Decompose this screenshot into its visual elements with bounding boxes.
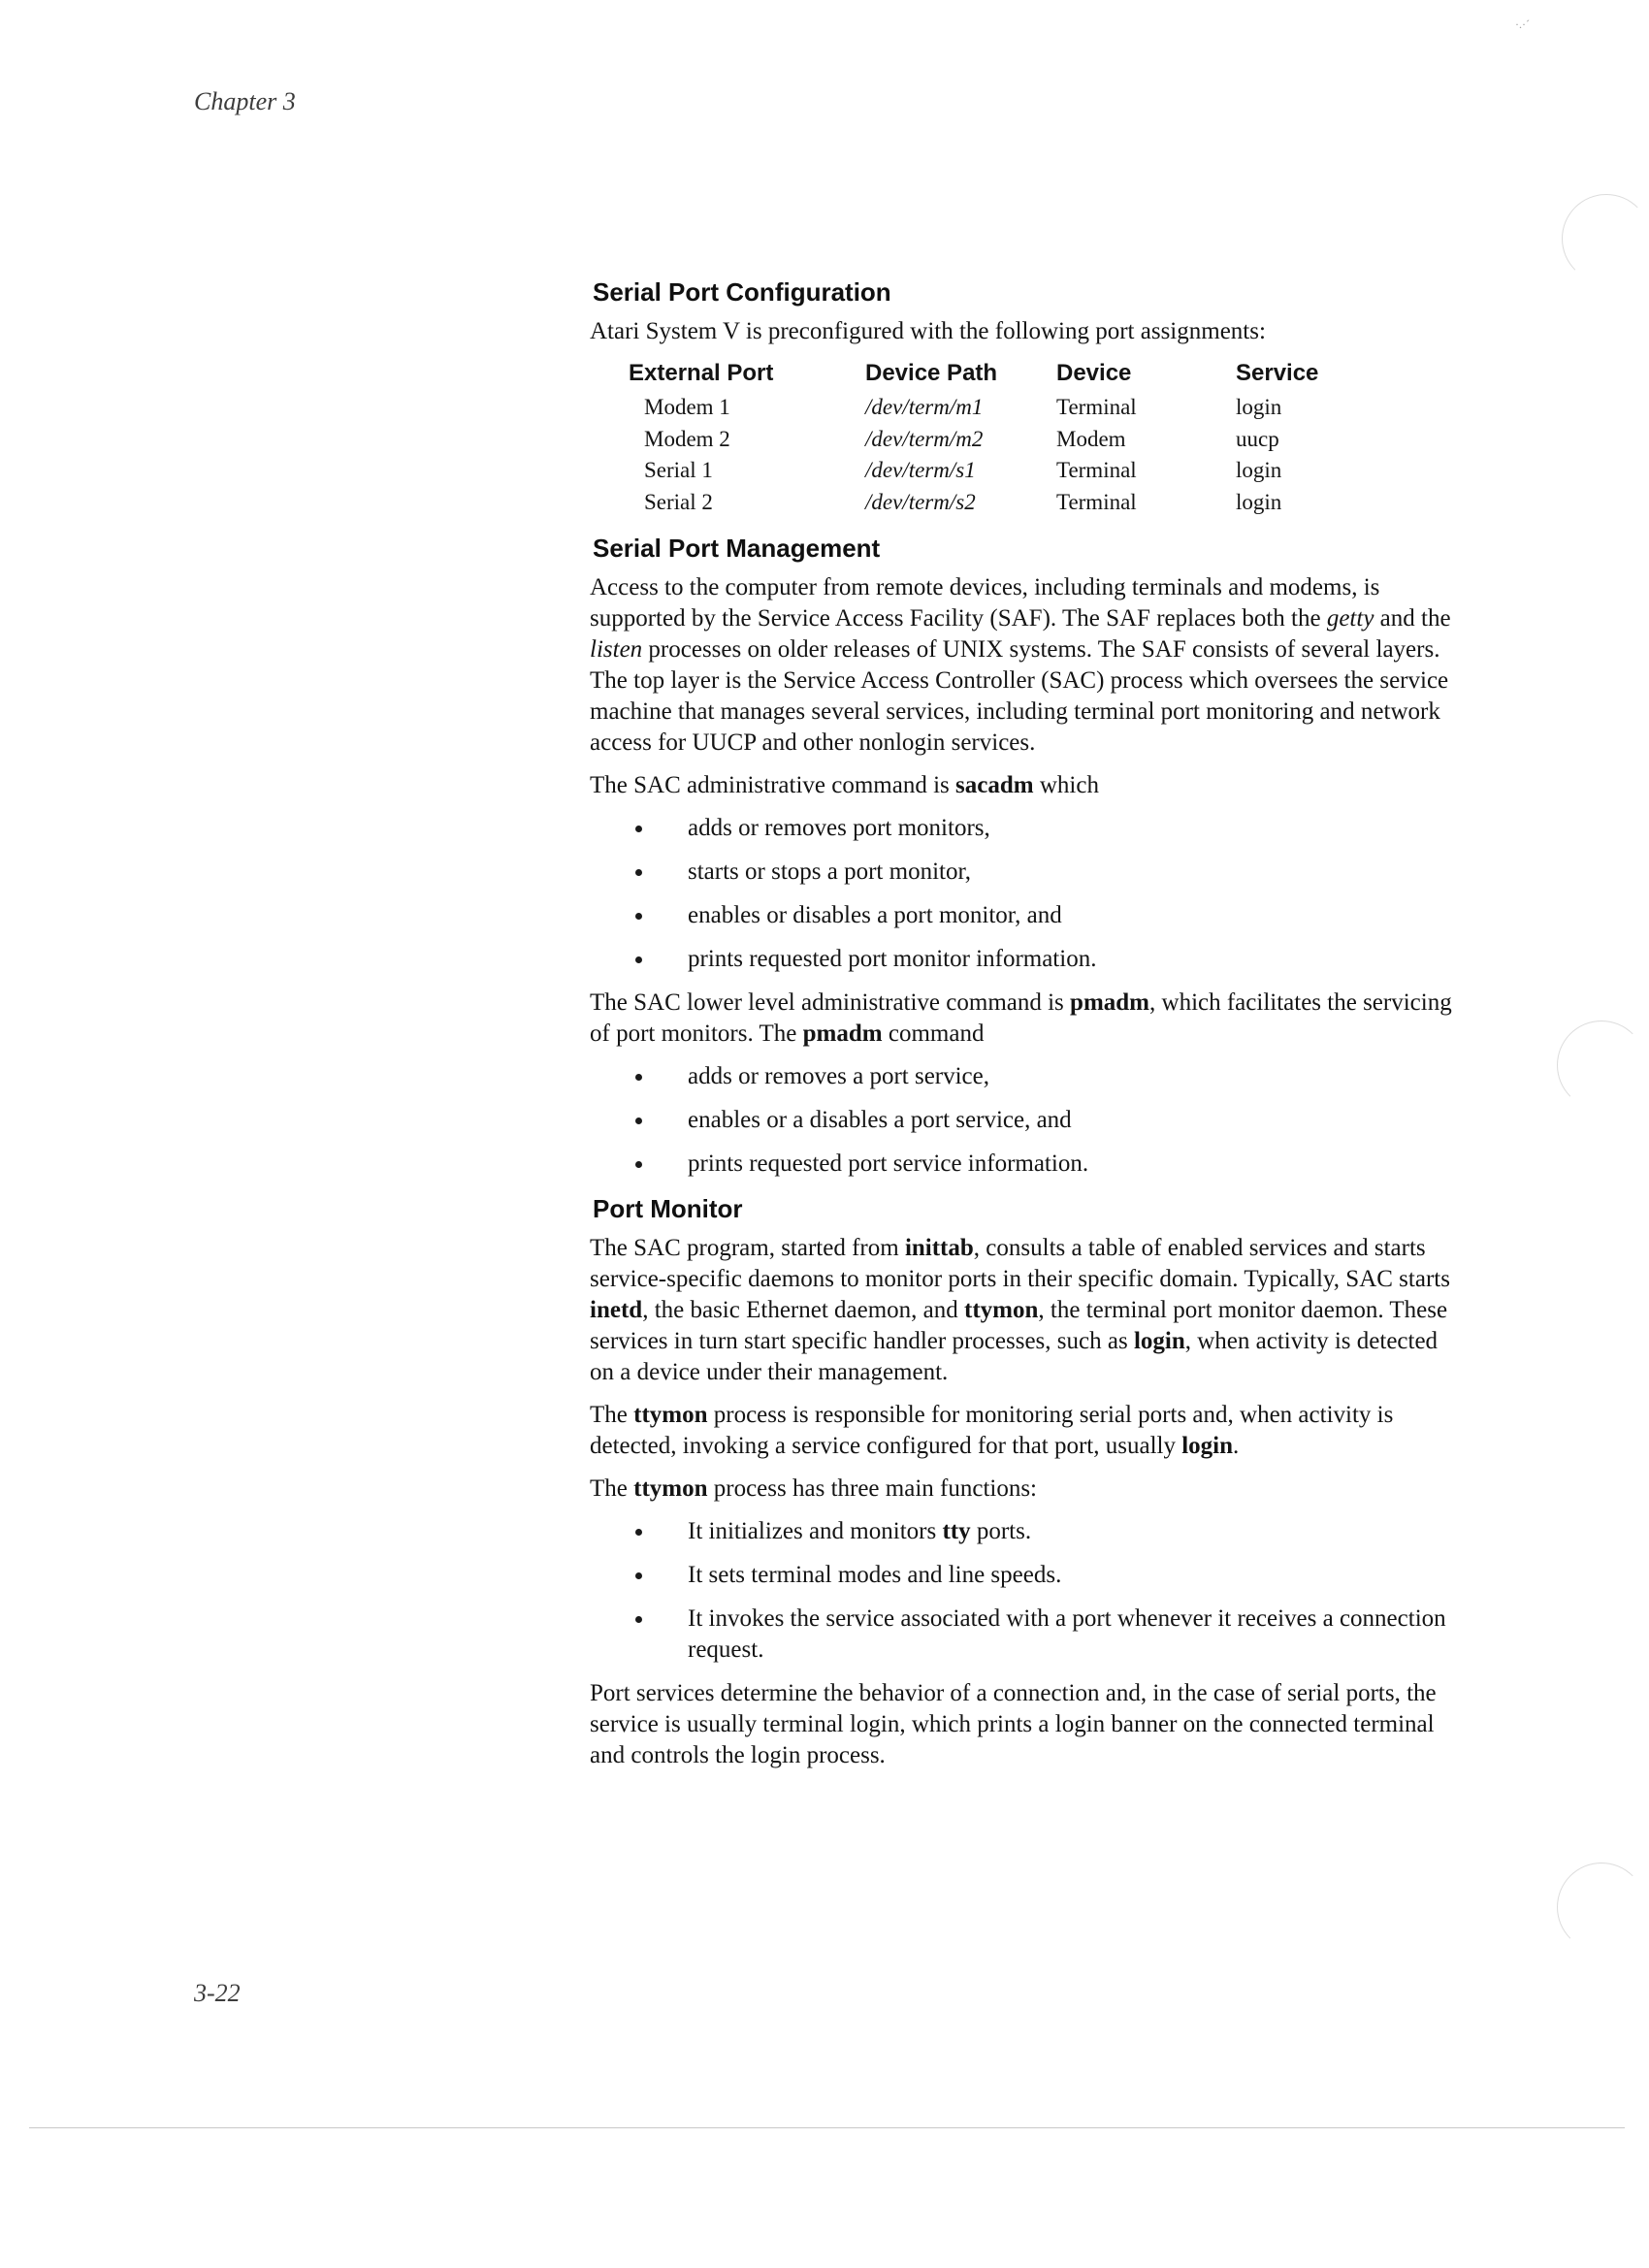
command-name: sacadm	[955, 772, 1034, 798]
cell-service: login	[1236, 395, 1282, 419]
list-item: prints requested port service information.	[590, 1149, 1468, 1180]
list-item: prints requested port monitor information.	[590, 944, 1468, 975]
cell-external-port: Modem 2	[644, 426, 730, 451]
command-name: ttymon	[964, 1297, 1039, 1323]
port-assignments-table	[629, 359, 1468, 518]
list-item	[590, 1516, 1468, 1547]
cell-device: Terminal	[1056, 395, 1137, 419]
command-name: inittab	[904, 1235, 974, 1261]
document-body	[590, 275, 1468, 1783]
list-item: It invokes the service associated with a port whenever it receives a connection request.	[590, 1604, 1468, 1666]
cell-device: Modem	[1056, 426, 1126, 451]
text-run-italic: getty	[1326, 605, 1374, 632]
paragraph-sac-program	[590, 1233, 1468, 1388]
table-row	[629, 424, 1318, 456]
text-run: and the	[1374, 605, 1451, 632]
page-bottom-rule	[29, 2127, 1625, 2128]
command-name: inetd	[590, 1297, 643, 1323]
sacadm-functions-list	[590, 813, 1468, 975]
text-run: , when activity is detected on a device under their management.	[590, 1328, 1439, 1385]
section-heading-serial-port-management: Serial Port Management	[593, 534, 881, 563]
cell-device-path: /dev/term/s1	[865, 458, 976, 482]
section-heading-serial-port-configuration: Serial Port Configuration	[593, 277, 891, 307]
list-item: enables or disables a port monitor, and	[590, 900, 1468, 931]
command-name: tty	[942, 1518, 971, 1544]
list-item: adds or removes a port service,	[590, 1061, 1468, 1092]
command-name: pmadm	[1070, 989, 1150, 1016]
table-header-row	[629, 359, 1318, 392]
cell-service: uucp	[1236, 426, 1279, 451]
pmadm-functions-list	[590, 1061, 1468, 1180]
text-run: process is responsible for monitoring serial ports and, when activity is detected, invoking a service configured for that port, usually	[590, 1402, 1394, 1459]
text-run: Access to the computer from remote devices, including terminals and modems, is supported by the Service Access Facility (SAF). The SAF replaces both the	[590, 574, 1380, 632]
text-run: , which facilitates the servicing of port monitors. The	[590, 989, 1452, 1047]
command-name: ttymon	[633, 1475, 708, 1502]
paragraph-ttymon-role	[590, 1400, 1468, 1462]
cell-service: login	[1236, 489, 1282, 514]
paragraph-ttymon-functions-intro	[590, 1474, 1468, 1505]
ttymon-functions-list	[590, 1516, 1468, 1666]
scan-speck: ·.·´	[1515, 17, 1530, 31]
cell-external-port: Modem 1	[644, 395, 730, 419]
list-item: It sets terminal modes and line speeds.	[590, 1560, 1468, 1591]
text-run-italic: listen	[590, 636, 643, 663]
text-run: The SAC lower level administrative command is	[590, 989, 1071, 1016]
port-config-intro: Atari System V is preconfigured with the following port assignments:	[590, 318, 1266, 344]
cell-device-path: /dev/term/m1	[865, 395, 984, 419]
column-header-device-path: Device Path	[865, 360, 998, 386]
text-run: The	[590, 1402, 634, 1428]
text-run: ports.	[970, 1518, 1032, 1544]
text-run: command	[882, 1021, 985, 1047]
cell-external-port: Serial 2	[644, 489, 713, 514]
punch-hole-top	[1562, 194, 1649, 283]
column-header-device: Device	[1056, 360, 1132, 386]
column-header-service: Service	[1236, 360, 1319, 386]
cell-service: login	[1236, 458, 1282, 482]
cell-device: Terminal	[1056, 489, 1137, 514]
command-name: ttymon	[633, 1402, 708, 1428]
text-run: , consults a table of enabled services and starts service-specific daemons to monitor ports in their specific domain. Typically, SAC starts	[590, 1235, 1450, 1292]
page-number: 3-22	[194, 1979, 241, 2007]
section-heading-port-monitor: Port Monitor	[593, 1194, 743, 1223]
text-run: The	[590, 1475, 634, 1502]
command-name: pmadm	[802, 1021, 883, 1047]
list-item: adds or removes port monitors,	[590, 813, 1468, 844]
paragraph-sacadm	[590, 770, 1468, 801]
table-row	[629, 392, 1318, 424]
table-row	[629, 487, 1318, 519]
punch-hole-middle	[1557, 1021, 1646, 1110]
command-name: login	[1133, 1328, 1185, 1354]
chapter-header: Chapter 3	[194, 87, 296, 115]
text-run: It initializes and monitors	[688, 1518, 943, 1544]
table-row	[629, 455, 1318, 487]
paragraph-pmadm	[590, 988, 1468, 1050]
punch-hole-bottom	[1557, 1863, 1646, 1952]
command-name: login	[1181, 1433, 1234, 1459]
cell-device-path: /dev/term/m2	[865, 426, 984, 451]
paragraph-saf-overview	[590, 572, 1468, 759]
cell-device: Terminal	[1056, 458, 1137, 482]
cell-external-port: Serial 1	[644, 458, 713, 482]
text-run: The SAC administrative command is	[590, 772, 956, 798]
text-run: , the basic Ethernet daemon, and	[642, 1297, 965, 1323]
list-item: enables or a disables a port service, and	[590, 1105, 1468, 1136]
text-run: , the terminal port monitor daemon. These services in turn start specific handler processes, such as	[590, 1297, 1448, 1354]
text-run: process has three main functions:	[707, 1475, 1038, 1502]
paragraph-port-services: Port services determine the behavior of a connection and, in the case of serial ports, the service is usually terminal login, which prints a login banner on the connected terminal and controls the login process.	[590, 1680, 1437, 1768]
cell-device-path: /dev/term/s2	[865, 489, 976, 514]
column-header-external-port: External Port	[629, 360, 774, 386]
list-item: starts or stops a port monitor,	[590, 857, 1468, 888]
text-run: The SAC program, started from	[590, 1235, 905, 1261]
text-run: .	[1233, 1433, 1240, 1459]
text-run: which	[1033, 772, 1099, 798]
text-run: processes on older releases of UNIX systems. The SAF consists of several layers. The top layer is the Service Access Controller (SAC) process which oversees the service machine that manages several services, including terminal port monitoring and network access for UUCP and other nonlogin services.	[590, 636, 1449, 756]
